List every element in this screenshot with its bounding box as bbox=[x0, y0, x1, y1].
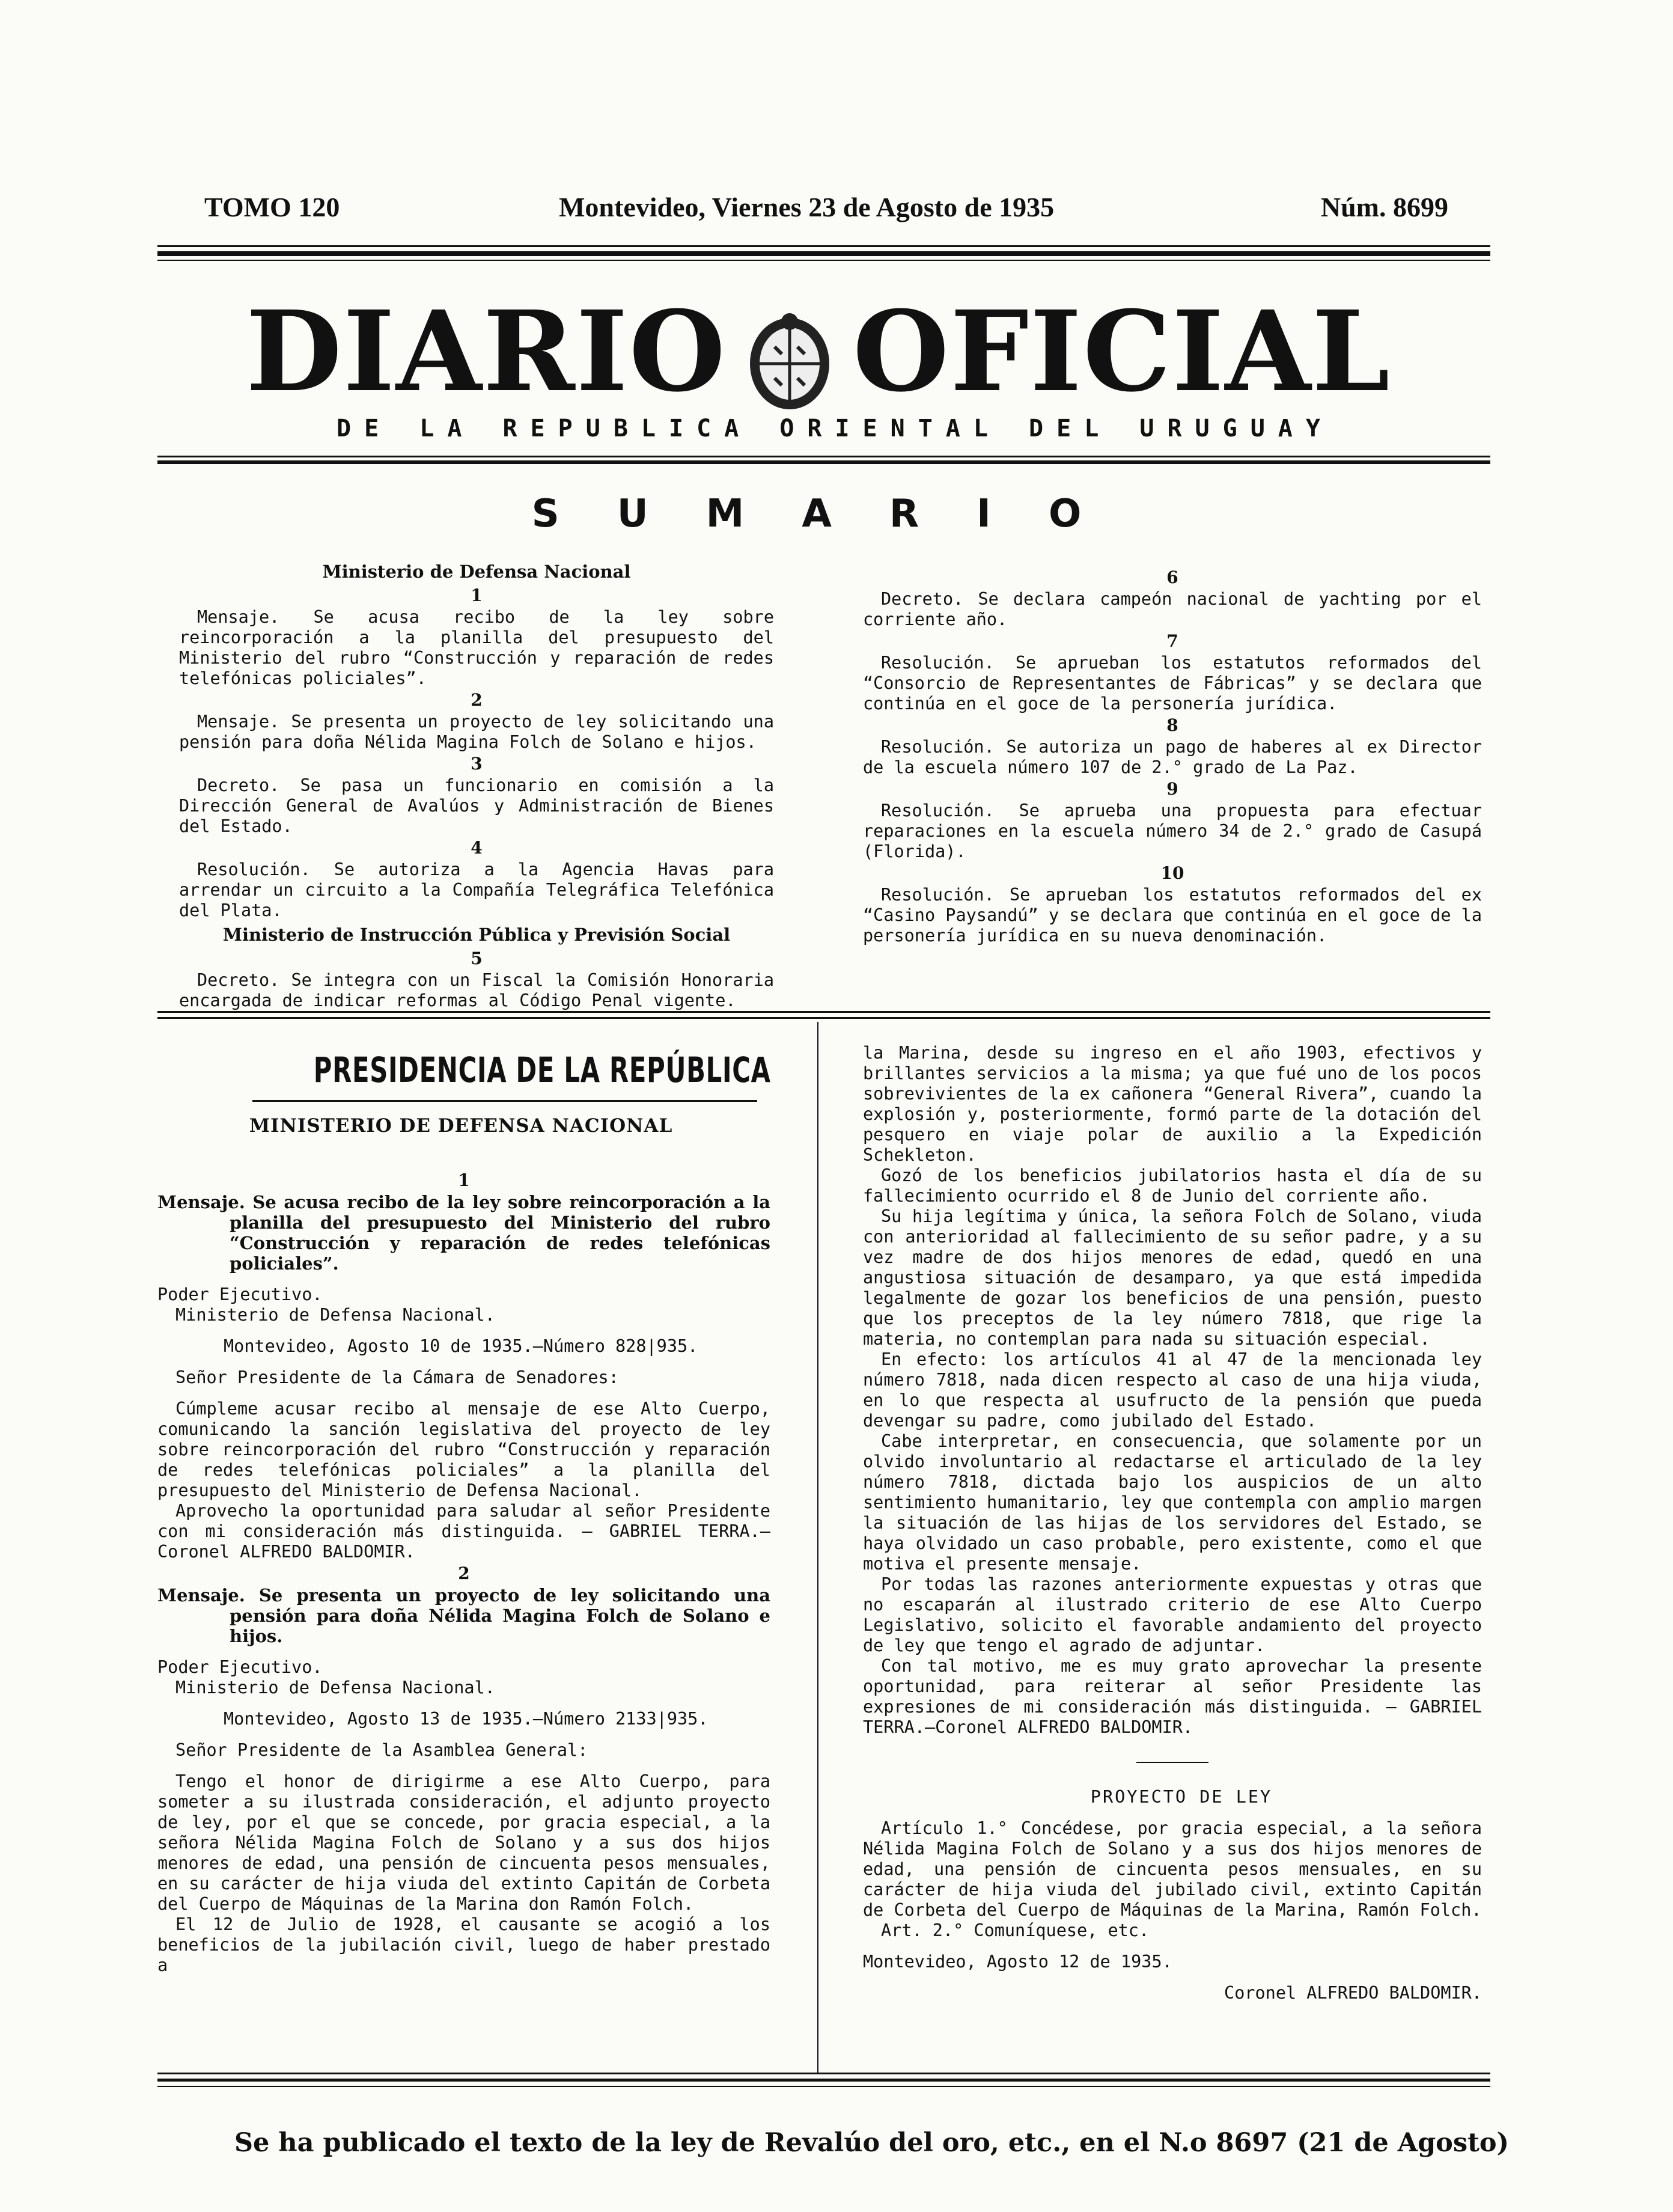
item-number: 2 bbox=[458, 1563, 470, 1583]
masthead-rule-1 bbox=[157, 456, 1490, 457]
paragraph: Mensaje. Se acusa recibo de la ley sobre reincorporación a la planilla del presupuesto del Ministerio del rubro “Construcción y reparación de redes telefónicas policiales”. bbox=[179, 607, 774, 688]
paragraph: Tengo el honor de dirigirme a ese Alto Cuerpo, para someter a su ilustrada consideración, el adjunto proyecto de ley, por el que se concede, por gracia especial, a la señora Nélida Magina Folch de Solano y a sus dos hijos menores de edad, una pensión de cincuenta pesos mensuales, en su carácter de hija viuda del extinto Capitán de Corbeta del Cuerpo de Máquinas de la Marina don Ramón Folch. bbox=[157, 1771, 770, 1914]
paragraph: Mensaje. Se presenta un proyecto de ley solicitando una pensión para doña Nélida Magina Folch de Solano e hijos. bbox=[179, 712, 774, 752]
dateline-number: Montevideo, Agosto 10 de 1935.—Número 828|935. bbox=[224, 1336, 698, 1356]
section-title-rule bbox=[252, 1100, 757, 1102]
text-line: Poder Ejecutivo. bbox=[157, 1285, 323, 1304]
dateline-number: Montevideo, Agosto 13 de 1935.—Número 2133|935. bbox=[224, 1709, 709, 1729]
short-divider bbox=[1136, 1762, 1208, 1763]
text-line: Montevideo, Agosto 12 de 1935. bbox=[863, 1952, 1172, 1972]
spacer bbox=[157, 1357, 770, 1367]
footer-rule-1 bbox=[157, 2073, 1490, 2074]
paragraph: En efecto: los artículos 41 al 47 de la mencionada ley número 7818, nada dicen respecto al caso de una hija viuda, en lo que respecta al usufructo de la pensión que pueda devengar su padre, como jubilado del Estado. bbox=[863, 1349, 1482, 1431]
spacer bbox=[157, 1646, 770, 1657]
section-title: PRESIDENCIA DE LA REPÚBLICA bbox=[313, 1049, 771, 1090]
spacer bbox=[863, 1807, 1482, 1818]
paragraph: El 12 de Julio de 1928, el causante se acogió a los beneficios de la jubilación civil, luego de haber prestado a bbox=[157, 1914, 770, 1975]
ministry-heading: Ministerio de Instrucción Pública y Previsión Social bbox=[222, 924, 731, 945]
masthead-title bbox=[157, 287, 1479, 417]
spacer bbox=[863, 1972, 1482, 1983]
sumario-rule-1 bbox=[157, 1011, 1490, 1013]
volume-label: TOMO 120 bbox=[204, 192, 340, 222]
paragraph: Ministerio de Defensa Nacional. bbox=[175, 1305, 495, 1325]
message-lead: Mensaje. bbox=[157, 1585, 245, 1606]
column-divider bbox=[817, 1022, 818, 2074]
item-number: 5 bbox=[471, 949, 483, 968]
signature: Coronel ALFREDO BALDOMIR. bbox=[1224, 1983, 1482, 2003]
text-line: la Marina, desde su ingreso en el año 1903, efectivos y brillantes servicios a la misma; ya que fué uno de los pocos sobrevivientes de la ex cañonera “General Rivera”, cuando la explosión y, posteriormente, formó parte de la dotación del pesquero en viaje polar de auxilio a la Expedición Schekleton. bbox=[863, 1043, 1482, 1165]
footer-notice: Se ha publicado el texto de la ley de Revalúo del oro, etc., en el N.o 8697 (21 de Agosto) bbox=[234, 2128, 1509, 2158]
paragraph: Artículo 1.° Concédese, por gracia especial, a la señora Nélida Magina Folch de Solano y a sus dos hijos menores de edad, una pensión de cincuenta pesos mensuales, en su carácter de hija viuda del jubilado civil, extinto Capitán de Corbeta del Cuerpo de Máquinas de la Marina, Ramón Folch. bbox=[863, 1818, 1482, 1920]
dateline: Montevideo, Viernes 23 de Agosto de 1935 bbox=[559, 192, 1055, 222]
paragraph: Resolución. Se aprueban los estatutos reformados del ex “Casino Paysandú” y se declara que continúa en el goce de la personería jurídica en su nueva denominación. bbox=[863, 885, 1482, 946]
message-summary: Se presenta un proyecto de ley solicitando una pensión para doña Nélida Magina Folch de Solano e hijos. bbox=[230, 1585, 770, 1646]
paragraph: Gozó de los beneficios jubilatorios hasta el día de su fallecimiento ocurrido el 8 de Junio del corriente año. bbox=[863, 1166, 1482, 1206]
issue-number: Núm. 8699 bbox=[1320, 192, 1448, 222]
paragraph: Resolución. Se aprueba una propuesta para efectuar reparaciones en la escuela número 34 de 2.° grado de Casupá (Florida). bbox=[863, 801, 1482, 861]
paragraph: Decreto. Se pasa un funcionario en comisión a la Dirección General de Avalúos y Administración de Bienes del Estado. bbox=[179, 775, 774, 836]
paragraph: Aprovecho la oportunidad para saludar al señor Presidente con mi consideración más distinguida. — GABRIEL TERRA.—Coronel ALFREDO BALDOMIR. bbox=[157, 1501, 770, 1562]
paragraph: Su hija legítima y única, la señora Folch de Solano, viuda con anterioridad al fallecimiento de su señor padre, y a su vez madre de dos hijos menores de edad, quedó en una angustiosa situación de desamparo, ya que está impedida legalmente de gozar los beneficios de una pensión, puesto que los preceptos de la ley número 7818, que rige la materia, no contemplan para nada su situación especial. bbox=[863, 1206, 1482, 1349]
paragraph: Ministerio de Defensa Nacional. bbox=[175, 1678, 495, 1697]
message-summary: Se acusa recibo de la ley sobre reincorporación a la planilla del presupuesto del Ministerio del rubro “Construcción y reparación de redes telefónicas policiales”. bbox=[230, 1192, 770, 1274]
item-number: 4 bbox=[471, 838, 483, 858]
item-number: 6 bbox=[1166, 567, 1178, 587]
spacer bbox=[157, 1761, 770, 1771]
paragraph: Por todas las razones anteriormente expuestas y otras que no escaparán al ilustrado criterio de ese Alto Cuerpo Legislativo, solicito el favorable andamiento del proyecto de ley que tengo el agrado de adjuntar. bbox=[863, 1574, 1482, 1655]
section-ministry: MINISTERIO DE DEFENSA NACIONAL bbox=[249, 1115, 673, 1137]
sumario-right-column bbox=[863, 566, 1482, 946]
masthead-word-oficial: OFICIAL bbox=[853, 287, 1391, 417]
paragraph: Cabe interpretar, en consecuencia, que solamente por un olvido involuntario al redactarse el articulado de la ley número 7818, dictada bajo los auspicios de un alto sentimiento humanitario, ley que contempla con amplio margen la situación de las hijas de los servidores del Estado, se haya olvidado un caso probable, pero existente, como el que motiva el presente mensaje. bbox=[863, 1431, 1482, 1574]
spacer bbox=[157, 1698, 770, 1709]
body-right-column bbox=[863, 1043, 1482, 2003]
masthead-rule-2 bbox=[157, 460, 1490, 464]
paragraph: Con tal motivo, me es muy grato aprovechar la presente oportunidad, para reiterar al señor Presidente las expresiones de mi consideración más distinguida. — GABRIEL TERRA.—Coronel ALFREDO BALDOMIR. bbox=[863, 1656, 1482, 1737]
spacer bbox=[157, 1388, 770, 1399]
spacer bbox=[157, 1274, 770, 1285]
coat-of-arms-icon bbox=[745, 311, 835, 413]
header-rule-top bbox=[157, 245, 1490, 247]
sumario-rule-2 bbox=[157, 1017, 1490, 1019]
paragraph: Resolución. Se aprueban los estatutos reformados del “Consorcio de Representantes de Fábricas” y se declara que continúa en el goce de la personería jurídica. bbox=[863, 653, 1482, 713]
spacer bbox=[157, 1325, 770, 1336]
masthead-subtitle: DE LA REPUBLICA ORIENTAL DEL URUGUAY bbox=[337, 415, 1333, 442]
sumario-left-column bbox=[179, 558, 774, 1011]
item-number: 3 bbox=[471, 754, 483, 774]
ministry-heading: Ministerio de Defensa Nacional bbox=[322, 561, 631, 582]
footer-rule-3 bbox=[157, 2086, 1490, 2087]
masthead-word-diario: DIARIO bbox=[246, 287, 727, 417]
item-number: 10 bbox=[1160, 863, 1184, 883]
item-number: 1 bbox=[458, 1170, 470, 1190]
item-number: 7 bbox=[1166, 631, 1178, 651]
item-number: 8 bbox=[1166, 715, 1178, 735]
body-left-column bbox=[157, 1169, 770, 1976]
message-heading bbox=[157, 1192, 770, 1274]
spacer bbox=[863, 1941, 1482, 1952]
paragraph: Señor Presidente de la Cámara de Senadores: bbox=[175, 1367, 619, 1387]
paragraph: Señor Presidente de la Asamblea General: bbox=[175, 1740, 588, 1760]
text-line: Poder Ejecutivo. bbox=[157, 1657, 323, 1677]
paragraph: Resolución. Se autoriza un pago de haberes al ex Director de la escuela número 107 de 2.° grado de La Paz. bbox=[863, 737, 1482, 777]
paragraph: Art. 2.° Comuníquese, etc. bbox=[881, 1920, 1150, 1940]
header-rule-thick bbox=[157, 251, 1490, 256]
paragraph: Decreto. Se integra con un Fiscal la Comisión Honoraria encargada de indicar reformas al Código Penal vigente. bbox=[179, 970, 774, 1010]
spacer bbox=[157, 1729, 770, 1740]
bill-heading: PROYECTO DE LEY bbox=[1090, 1787, 1273, 1807]
paragraph: Resolución. Se autoriza a la Agencia Havas para arrendar un circuito a la Compañía Telegráfica Telefónica del Plata. bbox=[179, 860, 774, 920]
paragraph: Cúmpleme acusar recibo al mensaje de ese Alto Cuerpo, comunicando la sanción legislativa del proyecto de ley sobre reincorporación del rubro “Construcción y reparación de redes telefónicas policiales” a la planilla del presupuesto del Ministerio de Defensa Nacional. bbox=[157, 1399, 770, 1500]
item-number: 1 bbox=[471, 585, 483, 605]
sumario-heading: SUMARIO bbox=[531, 492, 1139, 536]
paragraph: Decreto. Se declara campeón nacional de yachting por el corriente año. bbox=[863, 589, 1482, 629]
message-heading bbox=[157, 1585, 770, 1646]
header-rule-bottom bbox=[157, 260, 1490, 261]
footer-rule-2 bbox=[157, 2079, 1490, 2082]
header-line bbox=[198, 191, 1460, 227]
item-number: 2 bbox=[471, 690, 483, 710]
item-number: 9 bbox=[1166, 779, 1178, 799]
message-lead: Mensaje. bbox=[157, 1192, 245, 1212]
